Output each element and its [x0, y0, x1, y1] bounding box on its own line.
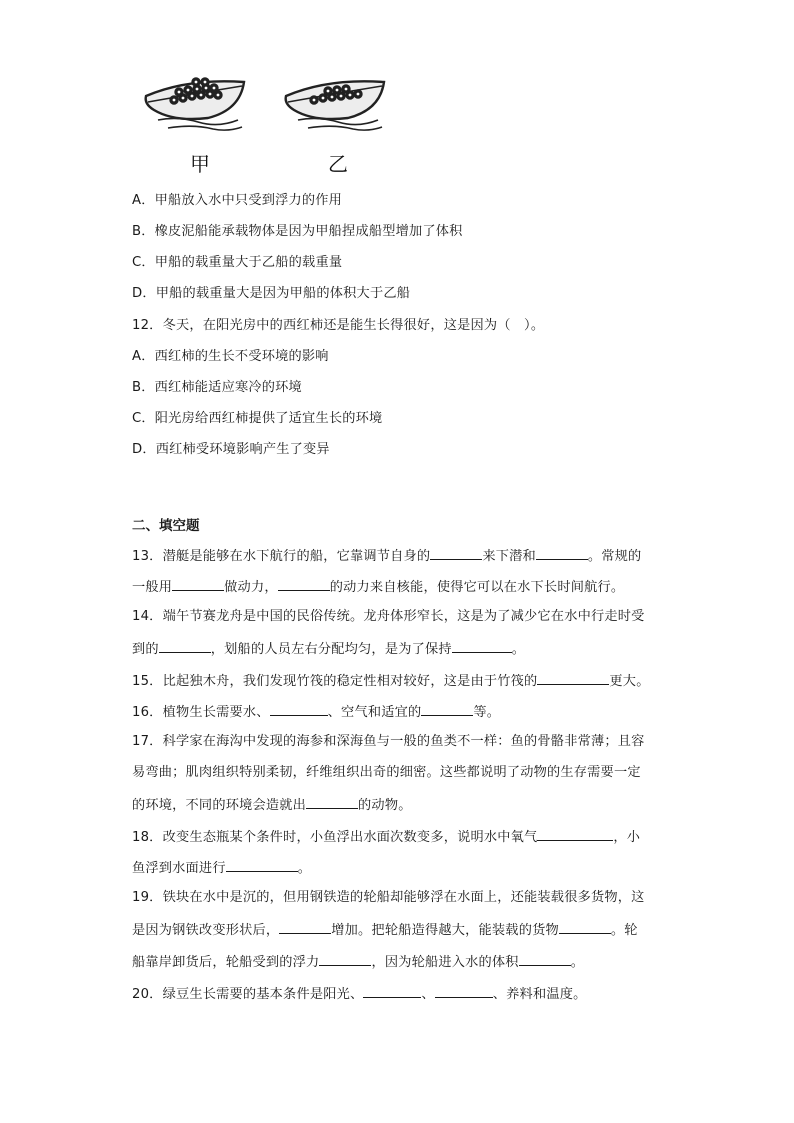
answer-blank[interactable] [226, 857, 298, 872]
q15-text: 15．比起独木舟，我们发现竹筏的稳定性相对较好，这是由于竹筏的 [132, 674, 538, 689]
q13-line-1 [132, 545, 641, 567]
q14-line-2 [132, 638, 525, 660]
q18-text: 18．改变生态瓶某个条件时，小鱼浮出水面次数变多，说明水中氧气 [132, 830, 538, 845]
q13-text: 来下潜和 [482, 549, 536, 564]
q17-text: 的动物。 [358, 798, 412, 813]
boat-a [146, 78, 244, 130]
q13-text: 一般用 [132, 580, 173, 595]
clay-boats-illustration [138, 72, 398, 182]
q18-line-2 [132, 857, 311, 879]
boat-b-label: 乙 [328, 152, 348, 176]
q20-text: 、养料和温度。 [492, 987, 587, 1002]
answer-blank[interactable] [452, 638, 512, 653]
q13-text: 13．潜艇是能够在水下航行的船，它靠调节自身的 [132, 549, 431, 564]
answer-blank[interactable] [430, 545, 482, 560]
q11-option-c: C．甲船的载重量大于乙船的载重量 [132, 255, 343, 270]
q11-option-d: D．甲船的载重量大是因为甲船的体积大于乙船 [132, 286, 411, 301]
answer-blank[interactable] [278, 576, 330, 591]
q12-option-d: D．西红柿受环境影响产生了变异 [132, 442, 330, 457]
answer-blank[interactable] [306, 794, 358, 809]
q18-text: ，小 [613, 830, 641, 845]
q14-text: ，划船的人员左右分配均匀，是为了保持 [210, 642, 452, 657]
q16-text: 等。 [473, 705, 501, 720]
q16-text: 、空气和适宜的 [327, 705, 422, 720]
q13-text: 。常规的 [587, 549, 642, 564]
q19-text: 增加。把轮船造得越大，能装载的货物 [331, 923, 559, 938]
q13-line-2 [132, 576, 624, 598]
q15-line [132, 670, 650, 692]
q14-text: 到的 [132, 642, 159, 657]
answer-blank[interactable] [421, 701, 473, 716]
q11-option-b: B．橡皮泥船能承载物体是因为甲船捏成船型增加了体积 [132, 224, 463, 239]
q14-line-1: 14．端午节赛龙舟是中国的民俗传统。龙舟体形窄长，这是为了减少它在水中行走时受 [132, 609, 645, 624]
q18-text: 鱼浮到水面进行 [132, 861, 226, 876]
q19-text: 是因为钢铁改变形状后， [132, 923, 280, 938]
q13-text: 做动力， [224, 580, 278, 595]
q19-text: 船靠岸卸货后，轮船受到的浮力 [132, 955, 320, 970]
q19-line-3 [132, 951, 584, 973]
q17-line-3 [132, 794, 412, 816]
q17-text: 的环境，不同的环境会造就出 [132, 798, 307, 813]
q20-text: 、 [421, 987, 435, 1002]
section-title-fill-in: 二、填空题 [132, 518, 200, 534]
q15-text: 更大。 [609, 674, 650, 689]
q20-text: 20．绿豆生长需要的基本条件是阳光、 [132, 987, 364, 1002]
boat-b [286, 81, 384, 130]
q18-text: 。 [297, 861, 312, 876]
q14-text: 。 [511, 642, 526, 657]
answer-blank[interactable] [519, 951, 571, 966]
q19-text: ，因为轮船进入水的体积 [371, 955, 519, 970]
answer-blank[interactable] [559, 919, 611, 934]
q12-option-a: A．西红柿的生长不受环境的影响 [132, 349, 329, 364]
answer-blank[interactable] [363, 983, 421, 998]
answer-blank[interactable] [537, 670, 609, 685]
boats-figure [138, 72, 398, 182]
q16-line [132, 701, 500, 723]
answer-blank[interactable] [159, 638, 211, 653]
answer-blank[interactable] [270, 701, 328, 716]
answer-blank[interactable] [279, 919, 331, 934]
q17-line-1: 17．科学家在海沟中发现的海参和深海鱼与一般的鱼类不一样：鱼的骨骼非常薄；且容 [132, 734, 645, 749]
q12-option-b: B．西红柿能适应寒冷的环境 [132, 380, 302, 395]
answer-blank[interactable] [319, 951, 371, 966]
q13-text: 的动力来自核能，使得它可以在水下长时间航行。 [329, 580, 625, 595]
q19-text: 。 [570, 955, 585, 970]
q12-option-c: C．阳光房给西红柿提供了适宜生长的环境 [132, 411, 383, 426]
answer-blank[interactable] [435, 983, 493, 998]
answer-blank[interactable] [172, 576, 224, 591]
q19-line-1: 19．铁块在水中是沉的，但用钢铁造的轮船却能够浮在水面上，还能装载很多货物，这 [132, 890, 645, 905]
q16-text: 16．植物生长需要水、 [132, 705, 270, 720]
q18-line-1 [132, 826, 640, 848]
q19-line-2 [132, 919, 638, 941]
q12-stem: 12．冬天，在阳光房中的西红柿还是能生长得很好，这是因为（ ）。 [132, 318, 545, 333]
answer-blank[interactable] [537, 826, 613, 841]
q20-line [132, 983, 587, 1005]
q19-text: 。轮 [610, 923, 638, 938]
q17-line-2: 易弯曲；肌肉组织特别柔韧，纤维组织出奇的细密。这些都说明了动物的生存需要一定 [132, 765, 641, 780]
boat-a-label: 甲 [190, 152, 210, 176]
q11-option-a: A．甲船放入水中只受到浮力的作用 [132, 193, 343, 208]
answer-blank[interactable] [536, 545, 588, 560]
